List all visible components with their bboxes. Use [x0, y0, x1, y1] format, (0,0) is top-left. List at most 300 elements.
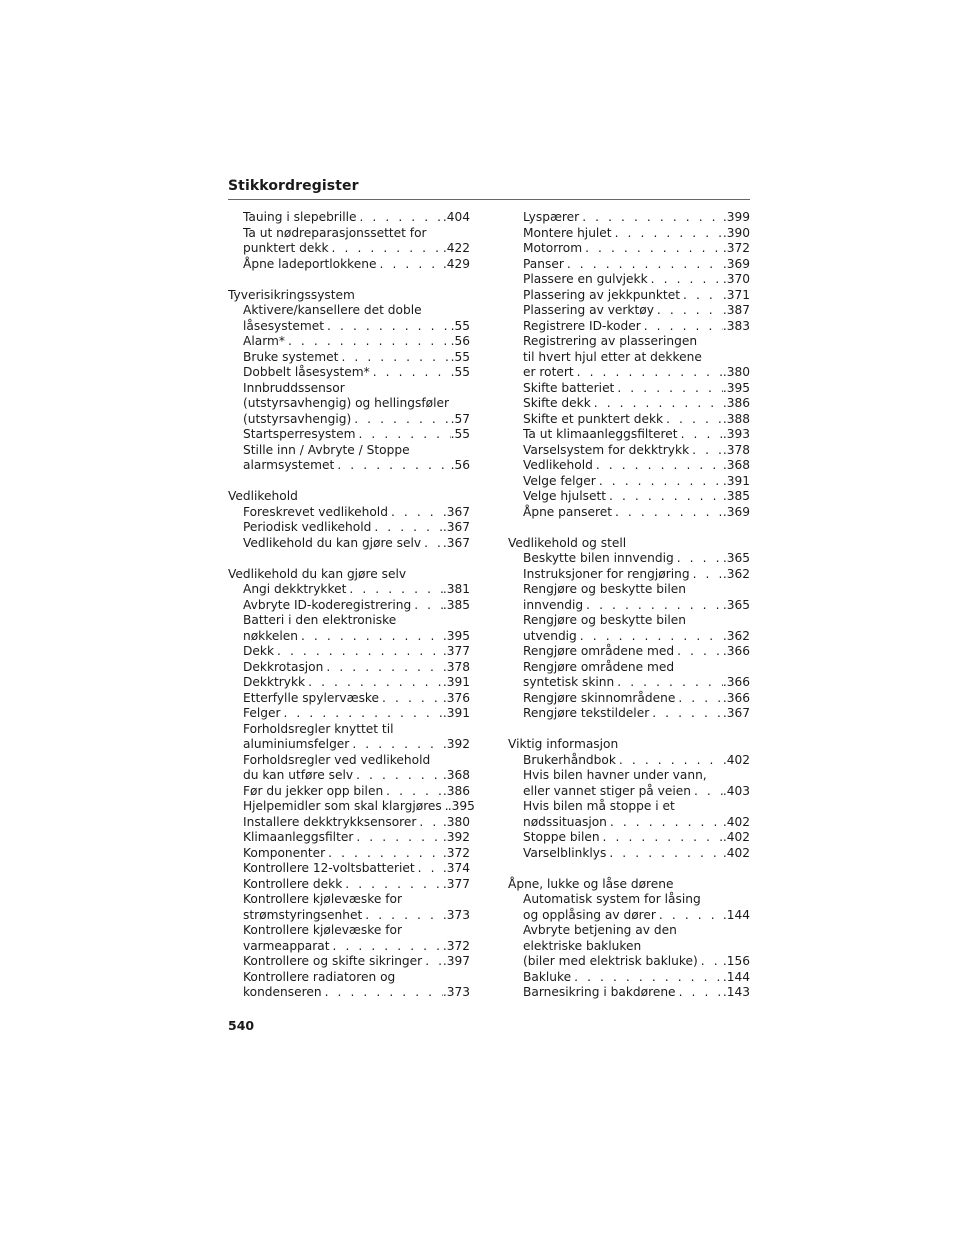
entry-page-ref: .404: [442, 210, 470, 224]
entry-page-ref: .369: [722, 504, 750, 519]
entry-page-ref: .373: [442, 907, 470, 922]
index-entry: [508, 892, 750, 923]
entry-line: [243, 334, 470, 350]
dot-leader: [689, 443, 723, 459]
entry-page-ref: .156: [722, 954, 750, 968]
entry-line: [243, 427, 470, 443]
dot-leader: [322, 985, 443, 1001]
index-column-left: [228, 210, 475, 1001]
entry-page-ref: .391: [722, 473, 750, 488]
entry-label-line: Stille inn / Avbryte / Stoppe: [243, 442, 410, 457]
index-entry: [508, 923, 750, 970]
index-entry: [228, 706, 470, 722]
entry-label-line: Forholdsregler knyttet til: [243, 721, 394, 736]
entry-line: [523, 210, 750, 226]
entry-line: [243, 644, 470, 660]
index-entry: [508, 241, 750, 257]
dot-leader: [274, 644, 443, 660]
entry-line: [243, 660, 470, 676]
entry-label: Dekktrykk: [243, 675, 306, 689]
dot-leader: [579, 210, 723, 226]
entry-page-ref: .380: [722, 365, 750, 379]
entry-label: Vedlikehold du kan gjøre selv: [243, 535, 422, 550]
index-entry: [228, 644, 470, 660]
index-entry: [508, 226, 750, 242]
entry-page-ref: .371: [722, 287, 750, 302]
dot-leader: [663, 412, 723, 428]
entry-label-line: Kontrollere radiatoren og: [243, 969, 396, 984]
entry-line: [243, 939, 470, 955]
index-entry: [228, 877, 470, 893]
entry-label: Bakluke: [523, 969, 572, 984]
entry-line: [523, 784, 750, 800]
dot-leader: [648, 272, 723, 288]
entry-label: Panser: [523, 256, 564, 271]
index-entry: [508, 970, 750, 986]
entry-label: Felger: [243, 706, 281, 720]
dot-leader: [571, 970, 723, 986]
index-entry: [508, 551, 750, 567]
index-entry: [228, 598, 470, 614]
dot-leader: [351, 412, 450, 428]
entry-page-ref: .397: [442, 954, 470, 968]
entry-page-ref: .390: [722, 225, 750, 240]
dot-leader: [379, 691, 443, 707]
index-entry: [508, 288, 750, 304]
dot-leader: [353, 830, 443, 846]
index-group: [508, 210, 750, 520]
dot-leader: [325, 846, 443, 862]
dot-leader: [411, 598, 443, 614]
dot-leader: [690, 567, 723, 583]
entry-line: [243, 954, 470, 970]
index-entry: [228, 892, 470, 923]
index-entry: [508, 458, 750, 474]
dot-leader: [582, 241, 723, 257]
index-entry: [228, 210, 470, 226]
entry-label-line: Ta ut nødreparasjonssettet for: [243, 225, 427, 240]
entry-line: [523, 288, 750, 304]
entry-line: [523, 319, 750, 335]
entry-label: punktert dekk: [243, 241, 329, 255]
entry-line: [523, 381, 750, 397]
index-entry: [508, 753, 750, 769]
entry-label: Kontrollere dekk: [243, 876, 343, 891]
entry-line: [523, 272, 750, 288]
index-entry: [228, 226, 470, 257]
index-entry: [508, 706, 750, 722]
index-entry: [228, 365, 470, 381]
dot-leader: [349, 737, 443, 753]
entry-label-line: Batteri i den elektroniske: [243, 613, 397, 627]
index-entry: [508, 846, 750, 862]
entry-line: [523, 815, 750, 831]
index-entry: [508, 210, 750, 226]
entry-page-ref: .378: [722, 442, 750, 457]
entry-label-line: Rengjøre og beskytte bilen: [523, 582, 686, 596]
dot-leader: [583, 598, 723, 614]
index-entry: [508, 412, 750, 428]
dot-leader: [606, 846, 723, 862]
entry-label: Barnesikring i bakdørene: [523, 985, 676, 999]
entry-line: [523, 970, 750, 986]
entry-label: Stoppe bilen: [523, 830, 600, 844]
dot-leader: [678, 427, 723, 443]
entry-page-ref: .370: [722, 272, 750, 286]
entry-page-ref: .367: [442, 504, 470, 519]
entry-label-line: til hvert hjul etter at dekkene: [523, 349, 702, 364]
index-entry: [508, 319, 750, 335]
entry-label-line: Rengjøre områdene med: [523, 659, 675, 674]
dot-leader: [612, 505, 723, 521]
entry-line: [243, 582, 470, 598]
entry-label: aluminiumsfelger: [243, 737, 350, 751]
entry-label: du kan utføre selv: [243, 768, 354, 782]
index-entry: [508, 427, 750, 443]
dot-leader: [305, 675, 443, 691]
entry-page-ref: .376: [442, 690, 470, 705]
entry-label-line: Kontrollere kjølevæske for: [243, 923, 402, 937]
entry-label: syntetisk skinn: [523, 675, 615, 689]
entry-label: Komponenter: [243, 845, 326, 860]
dot-leader: [674, 551, 723, 567]
index-entry: [508, 830, 750, 846]
dot-leader: [334, 458, 450, 474]
entry-label: Bruke systemet: [243, 349, 339, 364]
entry-label: Velge hjulsett: [523, 489, 607, 503]
entry-page-ref: .366: [722, 690, 750, 705]
dot-leader: [698, 954, 723, 970]
entry-page-ref: .402: [722, 845, 750, 860]
entry-page-ref: .362: [722, 628, 750, 643]
entry-page-ref: .366: [722, 675, 750, 689]
entry-line: [523, 753, 750, 769]
entry-line: [523, 830, 750, 846]
index-group-title: Vedlikehold: [228, 489, 298, 503]
entry-label: er rotert: [523, 365, 574, 379]
entry-label: Dobbelt låsesystem*: [243, 365, 370, 379]
dot-leader: [383, 784, 443, 800]
entry-page-ref: .387: [722, 303, 750, 317]
index-entry: [228, 520, 470, 536]
entry-label: og opplåsing av dører: [523, 907, 656, 922]
index-entry: [508, 768, 750, 799]
index-entry: [228, 536, 470, 552]
index-entry: [508, 396, 750, 412]
entry-page-ref: .143: [722, 985, 750, 999]
entry-label: Plassere en gulvjekk: [523, 272, 648, 286]
dot-leader: [680, 288, 723, 304]
dot-leader: [330, 939, 443, 955]
entry-label: Dekkrotasjon: [243, 659, 324, 674]
dot-leader: [329, 241, 443, 257]
dot-leader: [574, 365, 723, 381]
entry-label: Velge felger: [523, 473, 596, 488]
dot-leader: [577, 629, 723, 645]
index-entry: [228, 815, 470, 831]
entry-label: Installere dekktrykksensorer: [243, 814, 417, 829]
dot-leader: [593, 458, 723, 474]
entry-label: Etterfylle spylervæske: [243, 690, 380, 705]
entry-label: Skifte dekk: [523, 396, 591, 410]
dot-leader: [654, 303, 723, 319]
entry-page-ref: .56: [450, 458, 470, 472]
entry-label: utvendig: [523, 628, 577, 643]
entry-page-ref: .403: [722, 783, 750, 798]
entry-page-ref: .422: [442, 241, 470, 255]
entry-line: [523, 458, 750, 474]
dot-leader: [614, 381, 723, 397]
index-entry: [228, 334, 470, 350]
entry-label-line: Automatisk system for låsing: [523, 892, 701, 906]
entry-page-ref: .373: [442, 985, 470, 999]
dot-leader: [356, 210, 442, 226]
index-entry: [228, 846, 470, 862]
entry-label: Hjelpemidler som skal klargjøres: [243, 799, 442, 813]
index-entry: [228, 582, 470, 598]
entry-line: [523, 706, 750, 722]
index-group: [228, 288, 470, 474]
entry-label: Rengjøre skinnområdene: [523, 690, 676, 705]
entry-page-ref: .391: [442, 706, 470, 720]
entry-line: [523, 303, 750, 319]
index-entry: [228, 660, 470, 676]
dot-leader: [600, 830, 723, 846]
entry-label: Beskytte bilen innvendig: [523, 551, 674, 565]
entry-page-ref: .55: [450, 365, 470, 379]
entry-label: varmeapparat: [243, 938, 330, 953]
entry-page-ref: .55: [450, 318, 470, 333]
entry-label-line: Forholdsregler ved vedlikehold: [243, 752, 431, 767]
entry-page-ref: .399: [722, 210, 750, 224]
dot-leader: [614, 675, 723, 691]
dot-leader: [346, 582, 442, 598]
entry-page-ref: .372: [442, 845, 470, 860]
index-entry: [508, 985, 750, 1001]
entry-page-ref: .388: [722, 411, 750, 426]
entry-label-line: (utstyrsavhengig) og hellingsføler: [243, 396, 449, 410]
index-entry: [508, 660, 750, 691]
entry-label: Avbryte ID-koderegistrering: [243, 597, 412, 612]
entry-label: Skifte et punktert dekk: [523, 411, 664, 426]
entry-line: [243, 505, 470, 521]
entry-page-ref: .395: [442, 628, 470, 643]
index-entry: [228, 861, 470, 877]
index-entry: [228, 505, 470, 521]
entry-line: [523, 241, 750, 257]
entry-line: [523, 567, 750, 583]
entry-label: Åpne panseret: [523, 504, 612, 519]
dot-leader: [353, 768, 443, 784]
dot-leader: [616, 753, 723, 769]
index-entry: [508, 489, 750, 505]
entry-label: Lyspærer: [523, 210, 580, 224]
entry-page-ref: .367: [442, 520, 470, 534]
entry-label: låsesystemet: [243, 318, 325, 333]
entry-page-ref: .144: [722, 907, 750, 922]
entry-line: [523, 365, 750, 381]
dot-leader: [323, 660, 442, 676]
entry-line: [243, 799, 475, 815]
entry-page-ref: .381: [442, 582, 470, 596]
dot-leader: [564, 257, 723, 273]
entry-page-ref: .402: [722, 814, 750, 829]
index-entry: [228, 691, 470, 707]
entry-page-ref: .365: [722, 551, 750, 565]
entry-label-line: Avbryte betjening av den: [523, 923, 677, 937]
dot-leader: [370, 365, 451, 381]
entry-line: [523, 954, 750, 970]
entry-line: [523, 846, 750, 862]
entry-line: [243, 985, 470, 1001]
dot-leader: [596, 474, 723, 490]
entry-label: Skifte batteriet: [523, 380, 615, 395]
dot-leader: [676, 985, 723, 1001]
entry-page-ref: .57: [450, 411, 470, 426]
entry-line: [243, 691, 470, 707]
entry-line: [243, 768, 470, 784]
entry-label: Vedlikehold: [523, 458, 593, 472]
dot-leader: [607, 815, 723, 831]
entry-line: [243, 241, 470, 257]
entry-label: Periodisk vedlikehold: [243, 520, 372, 534]
entry-page-ref: .374: [442, 861, 470, 875]
entry-label: Varselsystem for dekktrykk: [523, 442, 690, 457]
entry-line: [243, 412, 470, 428]
entry-line: [523, 257, 750, 273]
entry-label: Varselblinklys: [523, 845, 607, 860]
index-group-title: Tyverisikringssystem: [228, 287, 355, 302]
entry-line: [243, 846, 470, 862]
index-entry: [508, 257, 750, 273]
entry-label-line: Kontrollere kjølevæske for: [243, 892, 402, 906]
index-entry: [508, 303, 750, 319]
index-group-title: Vedlikehold og stell: [508, 535, 627, 550]
entry-page-ref: .144: [722, 969, 750, 984]
index-entry: [508, 474, 750, 490]
entry-page-ref: .392: [442, 737, 470, 751]
entry-line: [243, 815, 470, 831]
index-entry: [228, 830, 470, 846]
entry-line: [243, 830, 470, 846]
index-entry: [228, 443, 470, 474]
entry-label-line: Aktivere/kansellere det doble: [243, 303, 422, 317]
entry-line: [243, 861, 470, 877]
entry-line: [243, 706, 470, 722]
index-entry: [228, 799, 475, 815]
entry-line: [243, 629, 470, 645]
entry-label-line: Hvis bilen må stoppe i et: [523, 799, 675, 813]
entry-page-ref: .395: [722, 380, 750, 395]
entry-label: nøkkelen: [243, 628, 298, 643]
entry-line: [243, 210, 470, 226]
index-entry: [228, 970, 470, 1001]
entry-line: [243, 598, 470, 614]
entry-label: Montere hjulet: [523, 225, 612, 240]
entry-label: Plassering av verktøy: [523, 303, 654, 317]
entry-line: [523, 629, 750, 645]
index-entry: [508, 644, 750, 660]
entry-label-line: elektriske bakluken: [523, 938, 642, 953]
index-column-right: [508, 210, 750, 1001]
dot-leader: [415, 861, 443, 877]
entry-label: Instruksjoner for rengjøring: [523, 566, 690, 581]
index-entry: [228, 675, 470, 691]
dot-leader: [388, 505, 443, 521]
entry-page-ref: .56: [450, 334, 470, 348]
entry-line: [243, 520, 470, 536]
index-group: [508, 536, 750, 722]
entry-line: [243, 737, 470, 753]
entry-line: [243, 257, 470, 273]
dot-leader: [422, 954, 443, 970]
entry-line: [523, 505, 750, 521]
index-entry: [228, 784, 470, 800]
dot-leader: [691, 784, 723, 800]
index-group: [228, 489, 470, 551]
entry-label: alarmsystemet: [243, 458, 335, 472]
entry-page-ref: .366: [722, 644, 750, 658]
index-entry: [508, 567, 750, 583]
dot-leader: [416, 815, 442, 831]
index-entry: [508, 691, 750, 707]
entry-label-line: Rengjøre og beskytte bilen: [523, 613, 686, 627]
entry-label: Angi dekktrykket: [243, 582, 347, 596]
index-entry: [508, 799, 750, 830]
entry-line: [243, 908, 470, 924]
dot-leader: [342, 877, 443, 893]
index-entry: [228, 722, 470, 753]
entry-label: Brukerhåndbok: [523, 752, 616, 767]
dot-leader: [355, 427, 450, 443]
entry-label: Alarm*: [243, 334, 285, 348]
entry-line: [243, 675, 470, 691]
entry-label: Rengjøre områdene med: [523, 644, 675, 658]
entry-page-ref: .365: [722, 597, 750, 612]
index-group: [228, 210, 470, 272]
entry-page-ref: .368: [722, 458, 750, 472]
entry-label: innvendig: [523, 597, 584, 612]
entry-page-ref: .386: [722, 396, 750, 410]
entry-label: Dekk: [243, 644, 274, 658]
entry-line: [523, 691, 750, 707]
entry-page-ref: .368: [442, 768, 470, 782]
entry-label: Kontrollere og skifte sikringer: [243, 954, 423, 968]
entry-label: Kontrollere 12-voltsbatteriet: [243, 861, 415, 875]
entry-page-ref: .378: [442, 659, 470, 674]
entry-page-ref: .367: [442, 535, 470, 550]
entry-label: Ta ut klimaanleggsfilteret: [523, 427, 678, 441]
entry-page-ref: .369: [722, 256, 750, 271]
page-header: [228, 178, 750, 200]
entry-line: [523, 396, 750, 412]
dot-leader: [285, 334, 451, 350]
dot-leader: [649, 706, 723, 722]
dot-leader: [612, 226, 723, 242]
entry-page-ref: .362: [722, 566, 750, 581]
dot-leader: [298, 629, 443, 645]
entry-line: [523, 644, 750, 660]
index-entry: [228, 427, 470, 443]
index-entry: [508, 613, 750, 644]
entry-page-ref: .402: [722, 830, 750, 844]
entry-page-ref: .395: [447, 799, 475, 813]
entry-label: Registrere ID-koder: [523, 318, 641, 333]
entry-label: Klimaanleggsfilter: [243, 830, 354, 844]
index-entry: [228, 257, 470, 273]
entry-label-line: Registrering av plasseringen: [523, 334, 698, 348]
index-entry: [508, 443, 750, 459]
